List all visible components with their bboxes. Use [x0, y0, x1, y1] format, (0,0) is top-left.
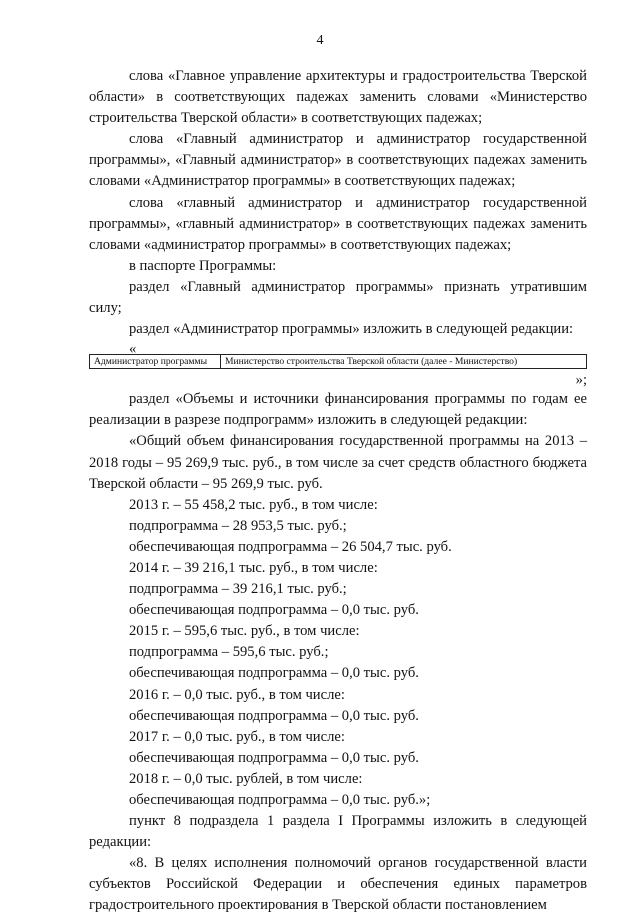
paragraph: раздел «Главный администратор программы» признать утратившим силу;: [89, 278, 587, 317]
funding-line: 2013 г. – 55 458,2 тыс. руб., в том числе:: [129, 496, 378, 513]
funding-line: подпрограмма – 595,6 тыс. руб.;: [129, 644, 329, 661]
page-number: 4: [316, 33, 324, 48]
funding-line: 2018 г. – 0,0 тыс. рублей, в том числе:: [129, 770, 363, 787]
table-value-cell: Министерство строительства Тверской области (далее - Министерство): [221, 355, 587, 369]
funding-line: обеспечивающая подпрограмма – 26 504,7 тыс. руб.: [129, 538, 452, 555]
funding-line: обеспечивающая подпрограмма – 0,0 тыс. руб.: [129, 707, 419, 724]
funding-line: обеспечивающая подпрограмма – 0,0 тыс. руб.: [129, 665, 419, 682]
passport-table: [89, 354, 587, 369]
paragraph: «8. В целях исполнения полномочий органов государственной власти субъектов Российской Федерации и обеспечения единых параметров градостроительного проектирования в Тверской области постановлением: [89, 855, 587, 914]
open-quote: «: [129, 341, 137, 358]
paragraph: пункт 8 подраздела 1 раздела I Программы изложить в следующей редакции:: [89, 813, 587, 851]
funding-line: обеспечивающая подпрограмма – 0,0 тыс. руб.: [129, 749, 419, 766]
table-label-cell: Администратор программы: [90, 355, 221, 369]
funding-line: обеспечивающая подпрограмма – 0,0 тыс. руб.»;: [129, 792, 431, 808]
funding-line: подпрограмма – 39 216,1 тыс. руб.;: [129, 581, 347, 598]
funding-line: подпрограмма – 28 953,5 тыс. руб.;: [129, 517, 347, 534]
table-row: [90, 355, 587, 369]
funding-line: обеспечивающая подпрограмма – 0,0 тыс. руб.: [129, 602, 419, 619]
close-quote: »;: [575, 372, 587, 389]
funding-line: 2017 г. – 0,0 тыс. руб., в том числе:: [129, 728, 345, 745]
paragraph: «Общий объем финансирования государственной программы на 2013 – 2018 годы – 95 269,9 тыс. руб., в том числе за счет средств областного бюджета Тверской области – 95 269,9 тыс. руб.: [89, 433, 587, 492]
funding-line: 2016 г. – 0,0 тыс. руб., в том числе:: [129, 686, 345, 703]
funding-line: 2014 г. – 39 216,1 тыс. руб., в том числе:: [129, 559, 378, 576]
paragraph: в паспорте Программы:: [129, 257, 277, 274]
paragraph: раздел «Объемы и источники финансирования программы по годам ее реализации в разрезе подпрограмм» изложить в следующей редакции:: [89, 391, 587, 429]
document-body: [89, 66, 587, 917]
paragraph: раздел «Администратор программы» изложить в следующей редакции:: [129, 321, 574, 338]
paragraph: слова «Главное управление архитектуры и градостроительства Тверской области» в соответствующих падежах заменить словами «Министерство строительства Тверской области» в соответствующих падежах;: [89, 68, 587, 127]
paragraph: слова «главный администратор и администратор государственной программы», «главный администратор» в соответствующих падежах заменить словами «администратор программы» в соответствующих падежах;: [89, 194, 587, 253]
paragraph: слова «Главный администратор и администратор государственной программы», «Главный администратор» в соответствующих падежах заменить словами «Администратор программы» в соответствующих падежах;: [89, 131, 587, 190]
funding-line: 2015 г. – 595,6 тыс. руб., в том числе:: [129, 623, 360, 640]
